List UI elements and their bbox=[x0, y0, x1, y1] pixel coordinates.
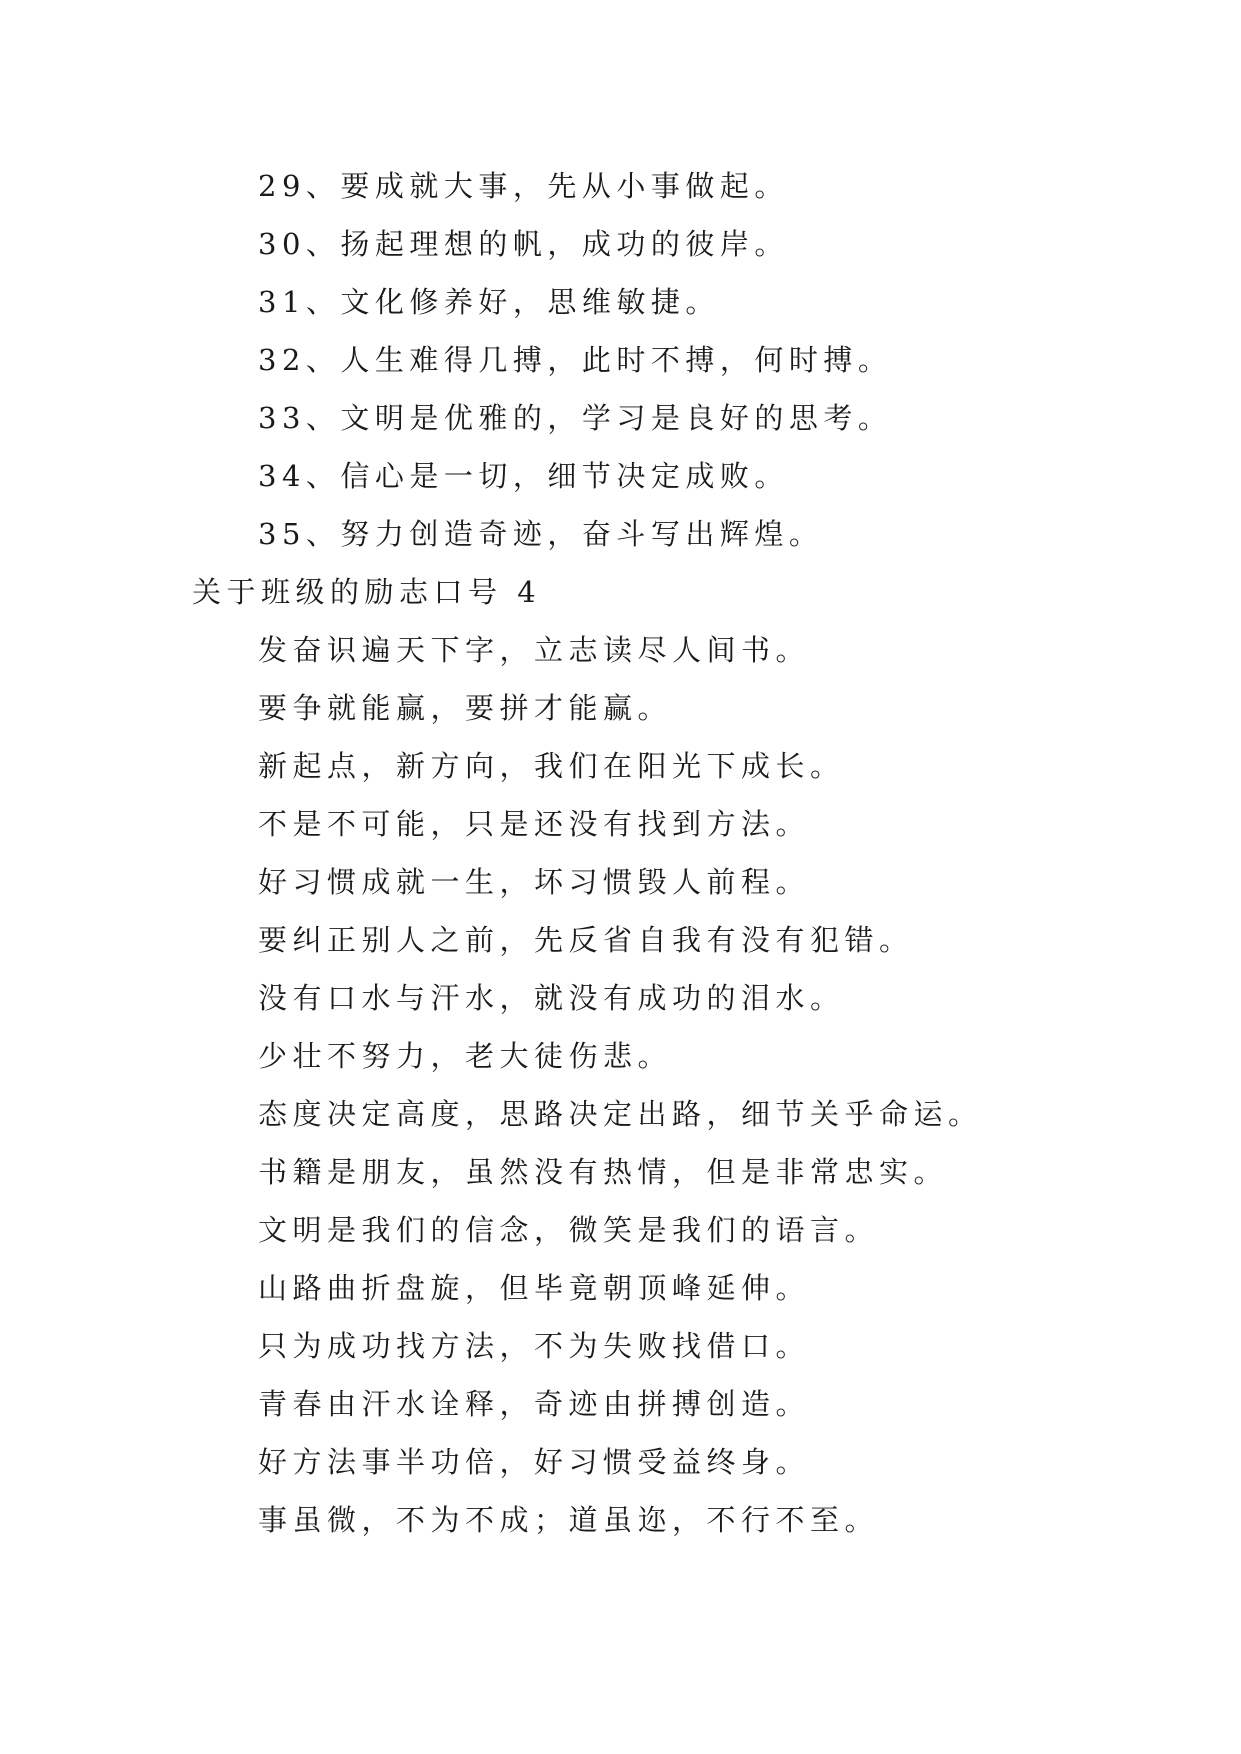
numbered-item: 34、信心是一切，细节决定成败。 bbox=[258, 459, 789, 493]
slogan-line: 山路曲折盘旋，但毕竟朝顶峰延伸。 bbox=[258, 1271, 811, 1305]
slogan-line: 书籍是朋友，虽然没有热情，但是非常忠实。 bbox=[258, 1155, 949, 1189]
slogan-line: 文明是我们的信念，微笑是我们的语言。 bbox=[258, 1213, 880, 1247]
numbered-item: 35、努力创造奇迹，奋斗写出辉煌。 bbox=[258, 517, 824, 551]
slogan-line: 没有口水与汗水，就没有成功的泪水。 bbox=[258, 981, 845, 1015]
slogan-line: 要纠正别人之前，先反省自我有没有犯错。 bbox=[258, 923, 914, 957]
slogan-line: 只为成功找方法，不为失败找借口。 bbox=[258, 1329, 811, 1363]
slogan-line: 发奋识遍天下字，立志读尽人间书。 bbox=[258, 633, 811, 667]
slogan-line: 要争就能赢，要拼才能赢。 bbox=[258, 691, 673, 725]
slogan-line: 态度决定高度，思路决定出路，细节关乎命运。 bbox=[258, 1097, 983, 1131]
slogan-line: 新起点，新方向，我们在阳光下成长。 bbox=[258, 749, 845, 783]
numbered-item: 29、要成就大事，先从小事做起。 bbox=[258, 169, 789, 203]
numbered-item: 31、文化修养好，思维敏捷。 bbox=[258, 285, 720, 319]
numbered-item: 30、扬起理想的帆，成功的彼岸。 bbox=[258, 227, 789, 261]
numbered-item: 32、人生难得几搏，此时不搏，何时搏。 bbox=[258, 343, 893, 377]
slogan-line: 少壮不努力，老大徒伤悲。 bbox=[258, 1039, 673, 1073]
slogan-line: 不是不可能，只是还没有找到方法。 bbox=[258, 807, 811, 841]
slogan-line: 好习惯成就一生，坏习惯毁人前程。 bbox=[258, 865, 811, 899]
slogan-line: 好方法事半功倍，好习惯受益终身。 bbox=[258, 1445, 811, 1479]
numbered-item: 33、文明是优雅的，学习是良好的思考。 bbox=[258, 401, 893, 435]
slogan-line: 事虽微，不为不成；道虽迩，不行不至。 bbox=[258, 1503, 880, 1537]
slogan-line: 青春由汗水诠释，奇迹由拼搏创造。 bbox=[258, 1387, 811, 1421]
section-heading: 关于班级的励志口号 4 bbox=[192, 575, 542, 609]
